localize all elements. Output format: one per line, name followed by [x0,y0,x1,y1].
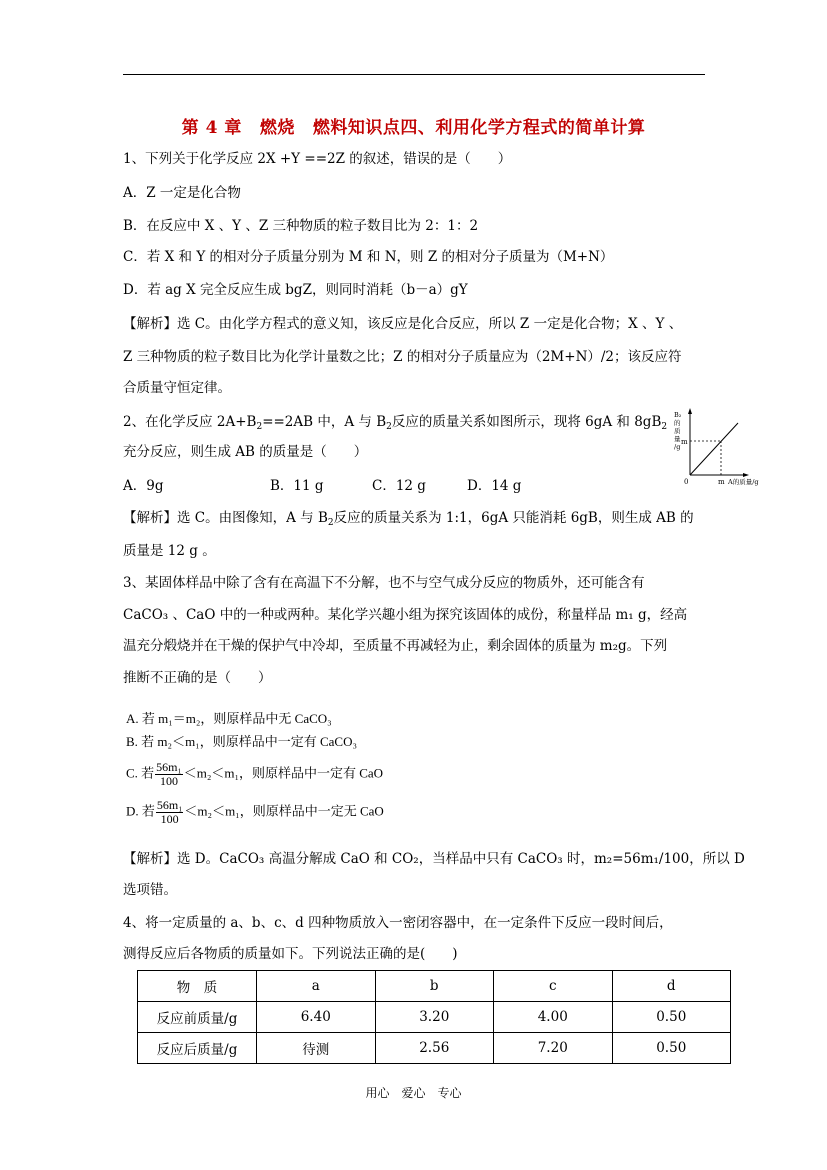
q2-option-d: D．14 g [467,478,522,494]
q1-stem: 1、下列关于化学反应 2X +Y ==2Z 的叙述，错误的是（ ） [123,151,512,167]
header-rule [123,74,705,75]
footer-word: 用心 [365,1086,390,1100]
q3-stem-line1: 3、某固体样品中除了含有在高温下不分解，也不与空气成分反应的物质外，还可能含有 [123,575,645,591]
table-cell: 2.56 [375,1033,494,1064]
q1-option-c: C．若 X 和 Y 的相对分子质量分别为 M 和 N，则 Z 的相对分子质量为（M+N） [123,249,614,265]
q2-mass-graph [668,403,778,488]
table-cell: 7.20 [494,1033,613,1064]
fraction: $\frac{\text{56m₁}}{100}$ [156,798,183,826]
table-cell: 4.00 [494,1002,613,1033]
page-footer [0,1084,827,1101]
table-cell: 0.50 [612,1033,731,1064]
table-cell: 待测 [257,1033,376,1064]
q2-stem-line1: 2、在化学反应 $2A+B_2==2AB$ 中，A 与 $B_2$反应的质量关系如图所示，现将 6gA 和 $8gB_2$ [123,414,668,432]
unit-label: 燃烧 [259,118,295,138]
footer-word: 爱心 [401,1086,426,1100]
q2-stem-line2: 充分反应，则生成 AB 的质量是（ ） [123,444,368,460]
q3-analysis-line2: 选项错。 [123,882,177,898]
q2-option-c: C．12 g [372,478,426,494]
table-cell: 3.20 [375,1002,494,1033]
q4-stem-line2: 测得反应后各物质的质量如下。下列说法正确的是( ) [123,946,458,962]
table-cell: 反应后质量/g [138,1033,257,1064]
graph-origin: 0 [684,478,689,486]
table-row [138,1002,731,1033]
q2-option-a: A．9g [123,478,164,494]
graph-ylabel: B₂ 的质量/g [674,411,682,451]
table-cell: 6.40 [257,1002,376,1033]
q3-option-b: B. 若 m₂＜m₁，则原样品中一定有 CaCO₃ [126,734,357,749]
table-row [138,971,731,1002]
q2-analysis-line2: 质量是 12 g 。 [123,543,216,559]
footer-word: 专心 [437,1086,462,1100]
q3-option-d: D. 若 $\frac{\text{56m₁}}{100}$ ＜m₂＜m₁，则原样品中一定无 CaO [126,798,384,826]
table-row [138,1033,731,1064]
table-cell: c [494,971,613,1002]
q4-stem-line1: 4、将一定质量的 a、b、c、d 四种物质放入一密闭容器中，在一定条件下反应一段时间后， [123,915,673,931]
table-cell: d [612,971,731,1002]
q3-stem-line4: 推断不正确的是（ ） [123,670,272,686]
q4-data-table [137,970,731,1064]
table-cell: 物 质 [138,971,257,1002]
table-cell: a [257,971,376,1002]
q1-analysis-line2: Z 三种物质的粒子数目比为化学计量数之比；Z 的相对分子质量应为（2M+N）/2；该反应符 [123,349,682,365]
q1-analysis-line1: 【解析】选 C。由化学方程式的意义知，该反应是化合反应，所以 Z 一定是化合物；X 、Y 、 [123,316,683,332]
q3-stem-line3: 温充分煅烧并在干燥的保护气中冷却，至质量不再减轻为止，剩余固体的质量为 m₂g。下列 [123,638,668,654]
q2-option-b: B．11 g [270,478,324,494]
q3-option-c: C. 若 $\frac{\text{56m₁}}{100}$ ＜m₂＜m₁，则原样品中一定有 CaO [126,760,384,788]
fraction: $\frac{\text{56m₁}}{100}$ [156,760,182,788]
topic-label: 燃料知识点四、利用化学方程式的简单计算 [312,118,646,138]
q3-analysis-line1: 【解析】选 D。CaCO₃ 高温分解成 CaO 和 CO₂，当样品中只有 CaCO₃ 时，m₂=56m₁/100，所以 D [123,851,745,867]
table-cell: 反应前质量/g [138,1002,257,1033]
graph-xlabel: A的质量/g [728,478,759,486]
graph-m-x: m [718,478,725,486]
q1-option-d: D．若 ag X 完全反应生成 bgZ，则同时消耗（b－a）gY [123,282,468,298]
q3-stem-line2: CaCO₃ 、CaO 中的一种或两种。某化学兴趣小组为探究该固体的成份，称量样品 m₁ g，经高 [123,607,688,623]
page-title [0,113,827,138]
q1-option-a: A．Z 一定是化合物 [123,185,241,201]
q1-option-b: B．在反应中 X 、Y 、Z 三种物质的粒子数目比为 2：1：2 [123,218,479,234]
q2-analysis-line1: 【解析】选 C。由图像知，A 与 $B_2$反应的质量关系为 1:1，6gA 只能消耗 6gB，则生成 AB 的 [123,510,694,528]
chapter-label: 第 4 章 [181,118,242,138]
table-cell: b [375,971,494,1002]
q3-option-a: A. 若 m₁＝m₂，则原样品中无 CaCO₃ [126,711,332,726]
table-cell: 0.50 [612,1002,731,1033]
q1-analysis-line3: 合质量守恒定律。 [123,380,231,396]
graph-m-y: m [681,438,688,446]
